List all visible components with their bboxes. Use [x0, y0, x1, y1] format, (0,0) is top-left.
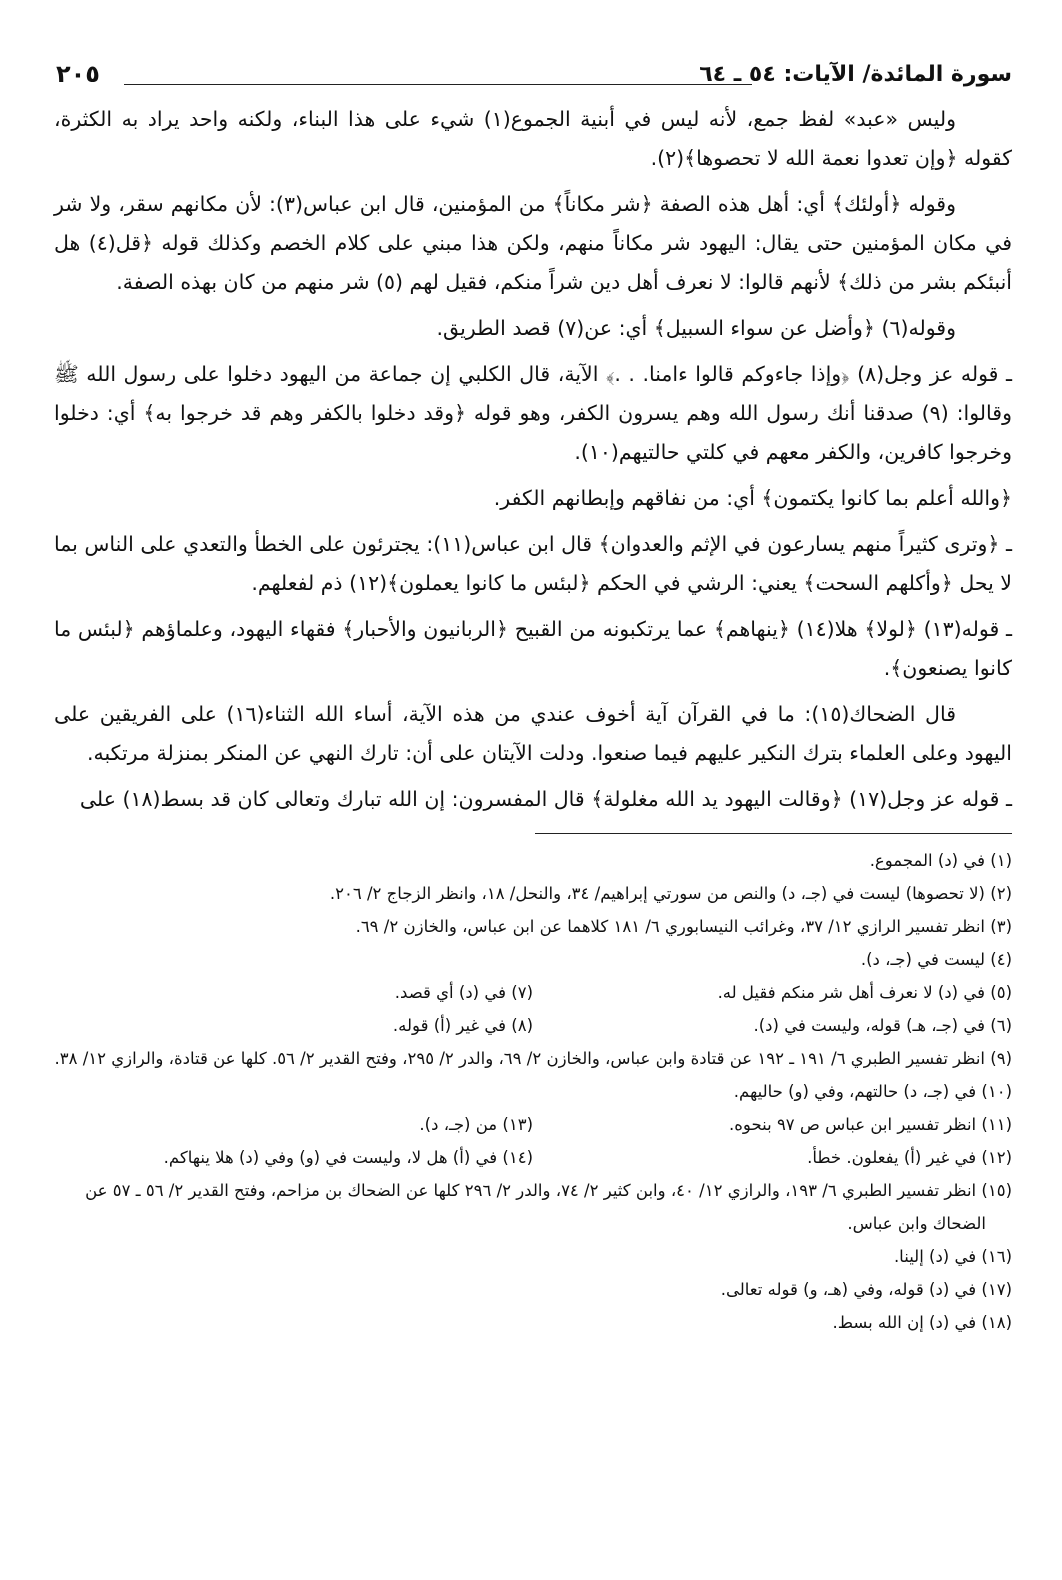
footnote: (١٧) في (د) قوله، وفي (هـ، و) قوله تعالى. [720, 1280, 1012, 1299]
footnote: (١٤) في (أ) هل لا، وليست في (و) وفي (د) هلا ينهاكم. [163, 1148, 533, 1167]
page-number: ٢٠٥ [56, 60, 100, 88]
paragraph: وقوله(٦) ﴿وأضل عن سواء السبيل﴾ أي: عن(٧) قصد الطريق. [436, 316, 956, 340]
footnote: (١٢) في غير (أ) يفعلون. خطأ. [807, 1148, 1012, 1167]
page-header [54, 56, 1012, 100]
paragraph: وليس «عبد» لفظ جمع، لأنه ليس في أبنية الجموع(١) شيء على هذا البناء، ولكنه واحد يراد به الكثرة، كقوله ﴿وإن تعدوا نعمة الله لا تحصوها﴾(٢). [54, 107, 1012, 170]
footnote: (١٥) انظر تفسير الطبري ٦/ ١٩٣، والرازي ١٢/ ٤٠، وابن كثير ٢/ ٧٤، والدر ٢/ ٢٩٦ كلها عن الضحاك بن مزاحم، وفتح القدير ٢/ ٥٦ ـ ٥٧ عن الضحاك وابن عباس. [85, 1181, 1012, 1233]
footnote: (٢) (لا تحصوها) ليست في (جـ، د) والنص من سورتي إبراهيم/ ٣٤، والنحل/ ١٨، وانظر الزجاج ٢/ ٢٠٦. [329, 884, 1012, 903]
footnote: (٥) في (د) لا نعرف أهل شر منكم فقيل له. [717, 983, 1012, 1002]
paragraph: ـ قوله عز وجل(١٧) ﴿وقالت اليهود يد الله مغلولة﴾ قال المفسرون: إن الله تبارك وتعالى كان قد بسط(١٨) على [79, 787, 1012, 811]
footnote: (١٣) من (جـ، د). [419, 1115, 533, 1134]
footnotes [54, 844, 1012, 1339]
footnote: (٨) في غير (أ) قوله. [392, 1016, 533, 1035]
document-page [54, 56, 1012, 1536]
paragraph: وقوله ﴿أولئك﴾ أي: أهل هذه الصفة ﴿شر مكاناً﴾ من المؤمنين، قال ابن عباس(٣): لأن مكانهم سقر، ولا شر في مكان المؤمنين حتى يقال: اليهود شر مكاناً منهم، ولكن هذا مبني على كلام الخصم وكذلك قوله ﴿قل(٤) هل أنبئكم بشر من ذلك﴾ لأنهم قالوا: لا نعرف أهل دين شراً منكم، فقيل لهم (٥) شر منهم من كان بهذه الصفة. [54, 192, 1012, 294]
footnote: (٩) انظر تفسير الطبري ٦/ ١٩١ ـ ١٩٢ عن قتادة وابن عباس، والخازن ٢/ ٦٩، والدر ٢/ ٢٩٥، وفتح القدير ٢/ ٥٦. كلها عن قتادة، والرازي ١٢/ ٣٨. [54, 1049, 1012, 1068]
paragraph: ـ قوله عز وجل(٨) ﴿وإذا جاءوكم قالوا ءامنا. . .﴾ الآية، قال الكلبي إن جماعة من اليهود دخلوا على رسول الله ﷺ وقالوا: (٩) صدقنا أنك رسول الله وهم يسرون الكفر، وهو قوله ﴿وقد دخلوا بالكفر وهم قد خرجوا به﴾ أي: دخلوا وخرجوا كافرين، والكفر معهم في كلتي حالتيهم(١٠). [54, 362, 1012, 464]
footnote: (١٠) في (جـ، د) حالتهم، وفي (و) حاليهم. [733, 1082, 1012, 1101]
header-rule [124, 84, 752, 85]
footnote: (٧) في (د) أي قصد. [394, 983, 533, 1002]
running-title: سورة المائدة/ الآيات: ٥٤ ـ ٦٤ [699, 62, 1012, 87]
paragraph: ـ قوله(١٣) ﴿لولا﴾ هلا(١٤) ﴿ينهاهم﴾ عما يرتكبونه من القبيح ﴿الربانيون والأحبار﴾ فقهاء اليهود، وعلماؤهم ﴿لبئس ما كانوا يصنعون﴾. [54, 617, 1012, 680]
paragraph: ﴿والله أعلم بما كانوا يكتمون﴾ أي: من نفاقهم وإبطانهم الكفر. [493, 486, 1012, 510]
paragraph: ـ ﴿وترى كثيراً منهم يسارعون في الإثم والعدوان﴾ قال ابن عباس(١١): يجترئون على الخطأ والتعدي على الناس بما لا يحل ﴿وأكلهم السحت﴾ يعني: الرشي في الحكم ﴿لبئس ما كانوا يعملون﴾(١٢) ذم لفعلهم. [54, 532, 1012, 595]
footnote: (١١) انظر تفسير ابن عباس ص ٩٧ بنحوه. [729, 1115, 1012, 1134]
footnote: (١٨) في (د) إن الله بسط. [832, 1313, 1012, 1332]
main-text [54, 100, 1012, 819]
footnote-separator [535, 833, 1012, 834]
footnote: (١) في (د) المجموع. [869, 851, 1012, 870]
footnote: (٣) انظر تفسير الرازي ١٢/ ٣٧، وغرائب النيسابوري ٦/ ١٨١ كلاهما عن ابن عباس، والخازن ٢/ ٦٩. [355, 917, 1012, 936]
footnote: (١٦) في (د) إلينا. [893, 1247, 1012, 1266]
footnote: (٦) في (جـ، هـ) قوله، وليست في (د). [753, 1016, 1012, 1035]
footnote: (٤) ليست في (جـ، د). [860, 950, 1012, 969]
paragraph: قال الضحاك(١٥): ما في القرآن آية أخوف عندي من هذه الآية، أساء الله الثناء(١٦) على الفريقين على اليهود وعلى العلماء بترك النكير عليهم فيما صنعوا. ودلت الآيتان على أن: تارك النهي عن المنكر بمنزلة مرتكبه. [54, 702, 1012, 765]
